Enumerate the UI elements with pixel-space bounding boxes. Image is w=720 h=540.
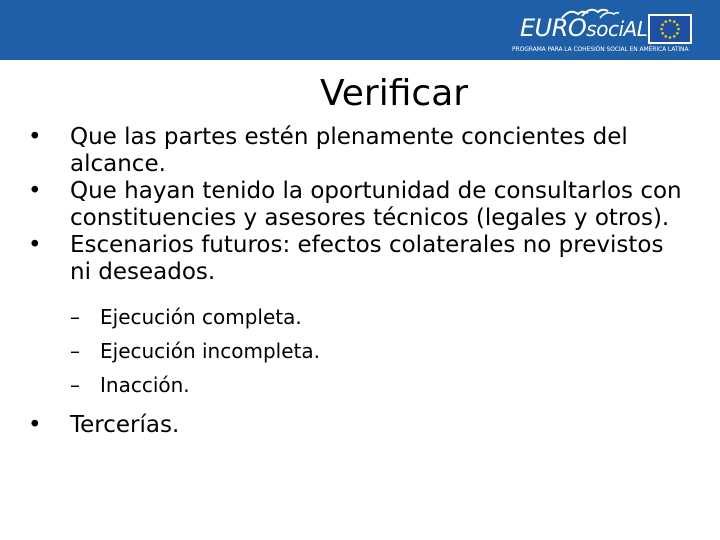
list-item bbox=[28, 124, 688, 178]
bullet-list bbox=[28, 124, 688, 439]
flag-star bbox=[676, 32, 679, 35]
flag-star bbox=[673, 20, 676, 23]
flag-star bbox=[676, 23, 679, 26]
sub-bullet-list bbox=[70, 300, 688, 402]
bullet-marker: • bbox=[28, 124, 42, 150]
list-item bbox=[28, 178, 688, 232]
eu-flag-icon bbox=[648, 14, 692, 44]
flag-star bbox=[661, 32, 664, 35]
sub-bullet-text: Ejecución completa. bbox=[100, 305, 302, 329]
sub-list-item bbox=[70, 334, 688, 368]
logo-social: sociAL bbox=[586, 17, 648, 41]
bullet-marker: • bbox=[28, 178, 42, 204]
flag-star bbox=[664, 35, 667, 38]
flag-star bbox=[673, 35, 676, 38]
logo-tagline: PROGRAMA PARA LA COHESIÓN SOCIAL EN AMÉRICA LATINA bbox=[512, 46, 689, 53]
sub-bullet-text: Inacción. bbox=[100, 373, 190, 397]
sub-bullet-text: Ejecución incompleta. bbox=[100, 339, 320, 363]
sub-bullet-marker: – bbox=[70, 339, 80, 363]
sub-bullet-marker: – bbox=[70, 373, 80, 397]
flag-star bbox=[669, 36, 672, 39]
flag-star bbox=[677, 28, 680, 31]
flag-star bbox=[669, 19, 672, 22]
list-item bbox=[28, 232, 688, 402]
bullet-marker: • bbox=[28, 232, 42, 258]
bullet-text: Que las partes estén plenamente concientes del alcance. bbox=[70, 124, 628, 177]
flag-star bbox=[660, 28, 663, 31]
bullet-text: Escenarios futuros: efectos colaterales no previstos ni deseados. bbox=[70, 232, 664, 285]
eurosocial-logo bbox=[512, 4, 692, 56]
header-bar bbox=[0, 0, 720, 60]
bullet-marker: • bbox=[28, 412, 42, 438]
logo-wordmark bbox=[520, 16, 647, 41]
logo-euro: EURO bbox=[520, 14, 587, 42]
bullet-text: Que hayan tenido la oportunidad de consultarlos con constituencies y asesores técnicos (legales y otros). bbox=[70, 178, 682, 231]
sub-list-item bbox=[70, 300, 688, 334]
bullet-text: Tercerías. bbox=[70, 412, 180, 438]
sub-bullet-marker: – bbox=[70, 305, 80, 329]
sub-list-item bbox=[70, 368, 688, 402]
slide-title: Verificar bbox=[319, 73, 469, 114]
flag-star bbox=[664, 20, 667, 23]
flag-star bbox=[661, 23, 664, 26]
list-item bbox=[28, 412, 688, 439]
